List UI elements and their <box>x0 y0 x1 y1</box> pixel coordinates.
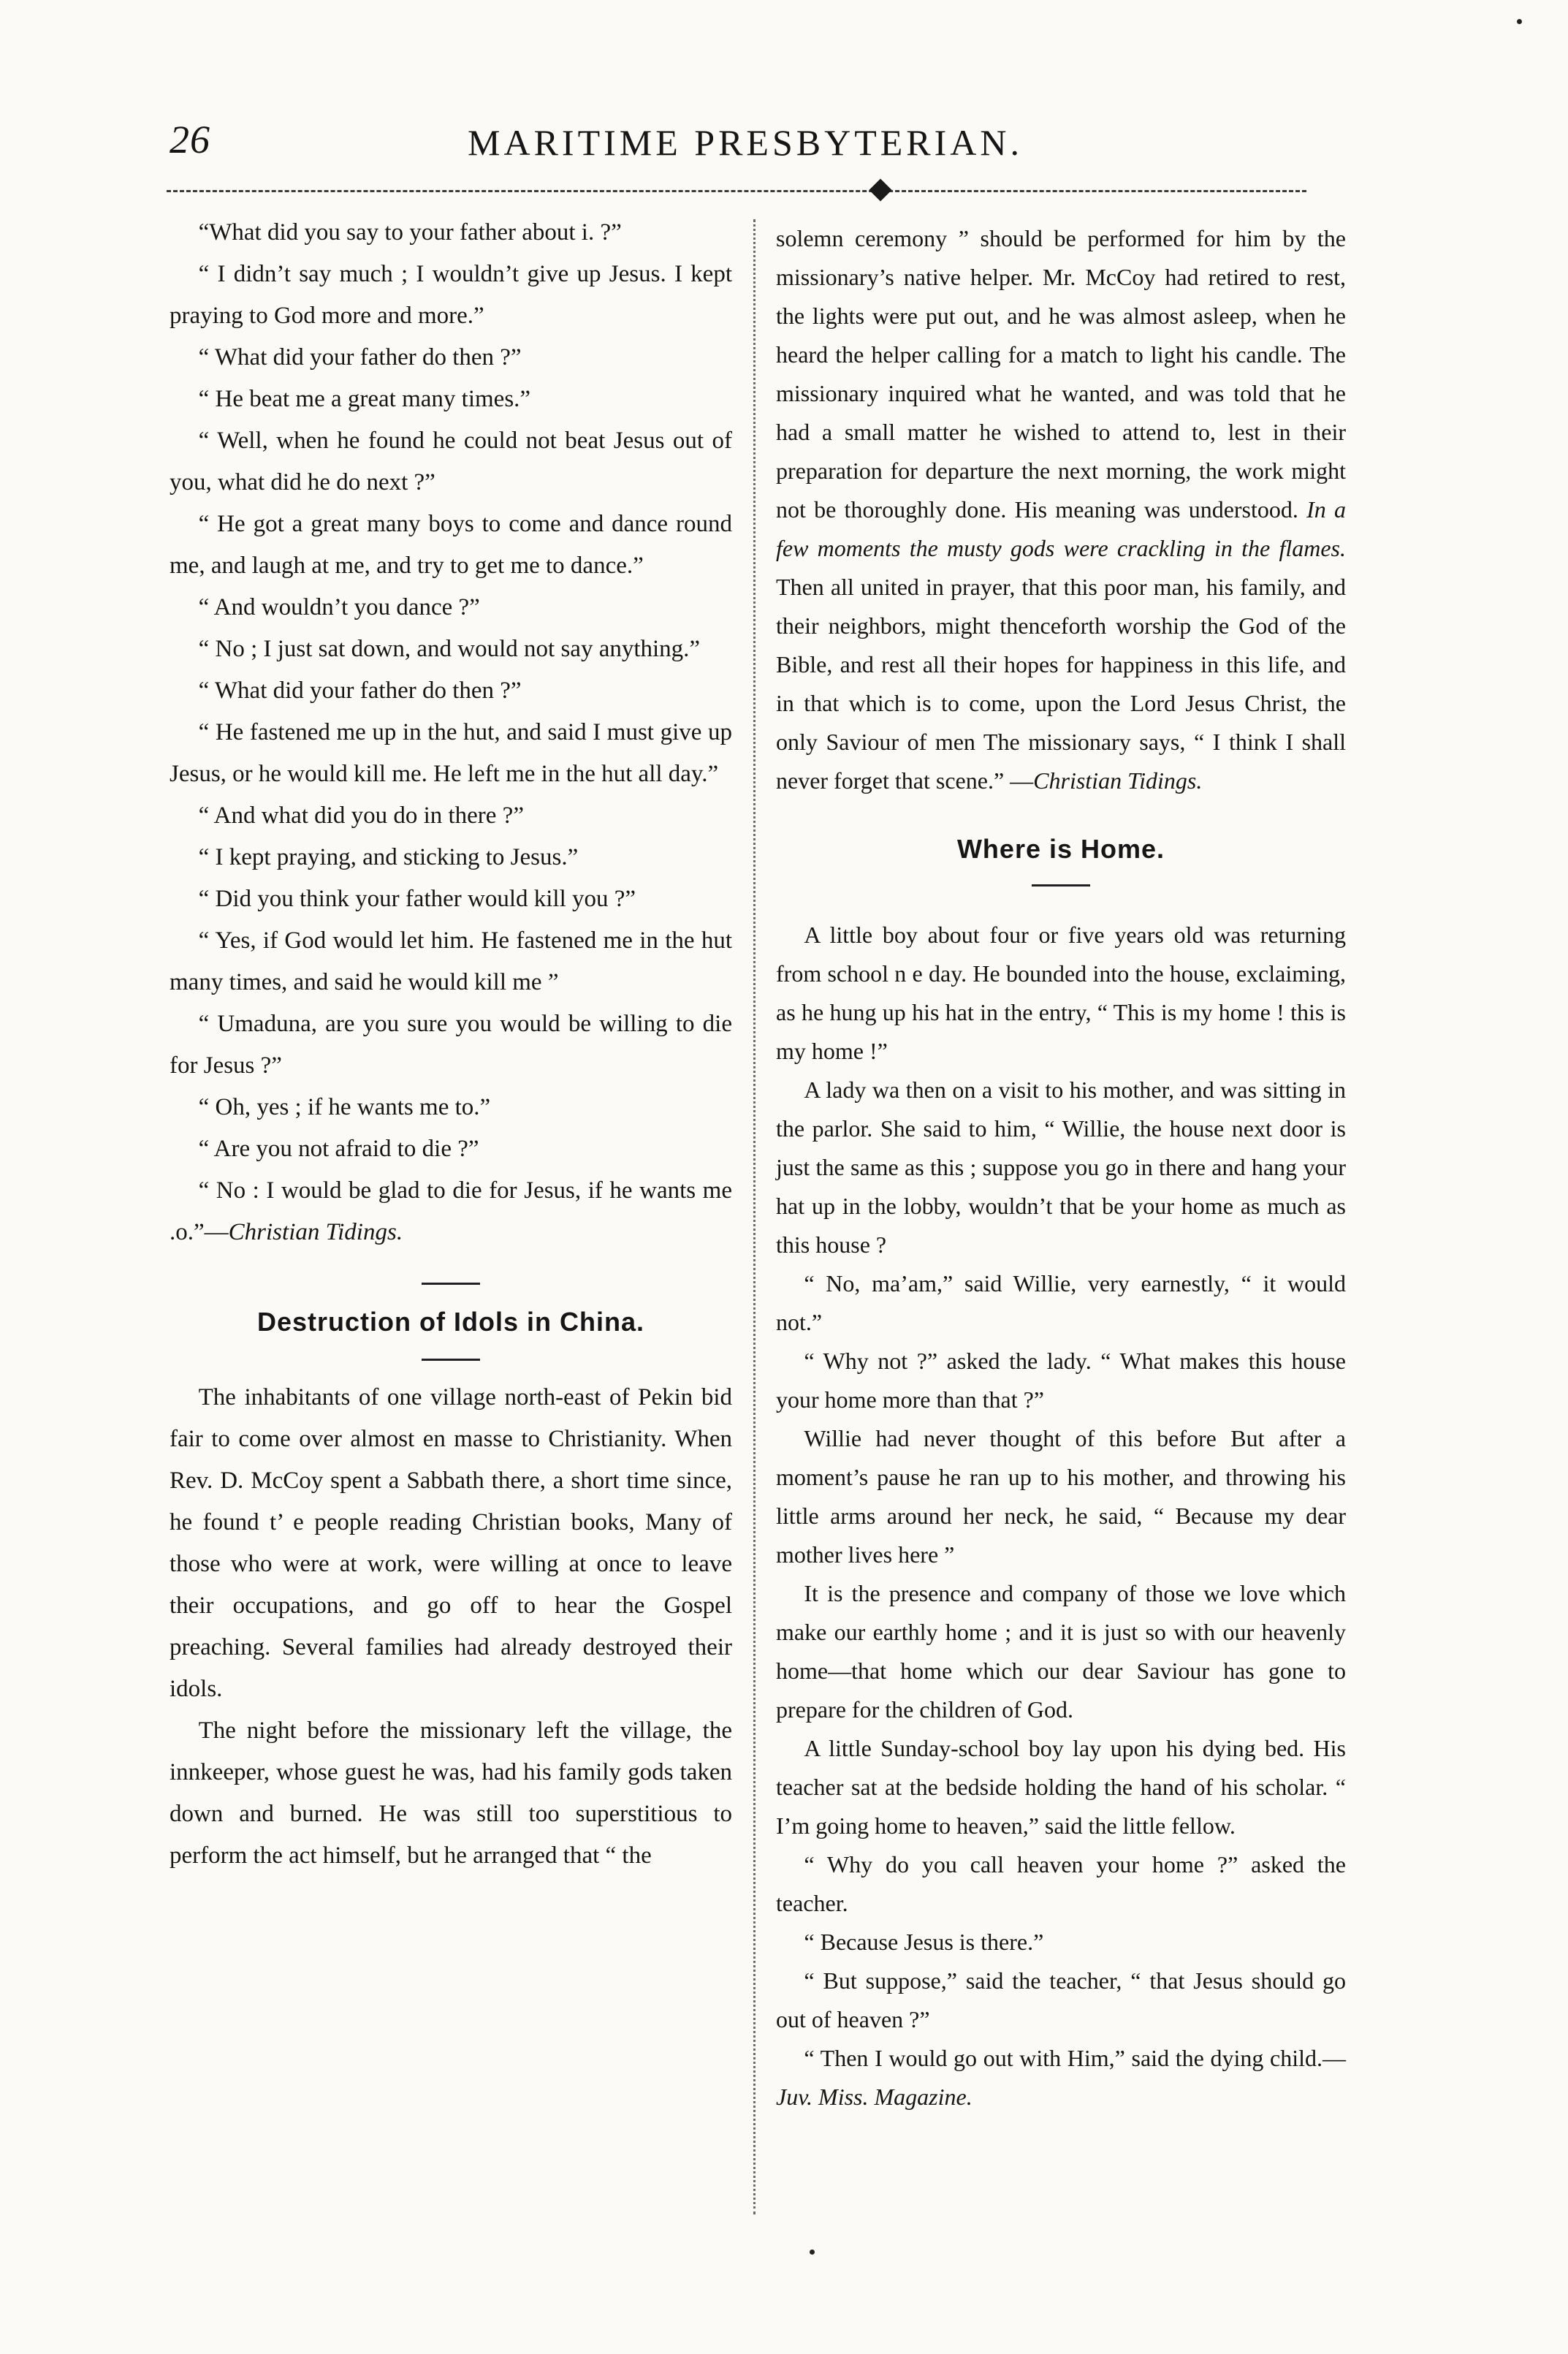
dialogue-line: “ Did you think your father would kill you ?” <box>198 886 636 912</box>
column-divider <box>753 219 756 2214</box>
dialogue-line: “What did you say to your father about i. ?” <box>198 219 622 246</box>
continued-paragraph <box>776 219 1346 800</box>
dialogue-line: “ And what did you do in there ?” <box>198 802 524 829</box>
page-number: 26 <box>170 118 210 162</box>
print-speck <box>1517 19 1522 24</box>
article-paragraph: The night before the missionary left the village, the innkeeper, whose guest he was, had his family gods taken down and burned. He was still too superstitious to perform the act himself, but he arranged that “ the <box>170 1717 732 1869</box>
dialogue-line: “ What did your father do then ?” <box>198 677 522 704</box>
dialogue-line: “ He fastened me up in the hut, and said I must give up Jesus, or he would kill me. He left me in the hut all day.” <box>170 719 732 787</box>
article-paragraph: The inhabitants of one village north-east of Pekin bid fair to come over almost en masse to Christianity. When Rev. D. McCoy spent a Sabbath there, a short time since, he found t’ e people reading Christian books, Many of those who were at work, were willing at once to leave their occupations, and go off to hear the Gospel preaching. Several families had already destroyed their idols. <box>170 1384 732 1702</box>
dialogue-line: “ No ; I just sat down, and would not say anything.” <box>198 636 701 662</box>
closing-text: “ Then I would go out with Him,” said the dying child.— <box>804 2045 1346 2071</box>
article-paragraph: “ No, ma’am,” said Willie, very earnestly, “ it would not.” <box>776 1270 1346 1335</box>
article-paragraph: “ Because Jesus is there.” <box>804 1929 1044 1955</box>
dialogue-line: “ Umaduna, are you sure you would be willing to die for Jesus ?” <box>170 1011 732 1079</box>
section-title-home: Where is Home. <box>956 834 1165 864</box>
dialogue-closing-line <box>170 1170 732 1253</box>
left-column <box>170 212 732 1877</box>
running-head-title: MARITIME PRESBYTERIAN. <box>468 122 1024 163</box>
article-paragraph: A little Sunday-school boy lay upon his dying bed. His teacher sat at the bedside holding the hand of his scholar. “ I’m going home to heaven,” said the little fellow. <box>776 1735 1346 1839</box>
article-credit: Juv. Miss. Magazine. <box>776 2084 973 2110</box>
dialogue-line: “ Are you not afraid to die ?” <box>198 1136 479 1162</box>
dialogue-last-line: “ No : I would be glad to die for Jesus, if he wants me .o.”— <box>170 1177 732 1245</box>
continued-text-end: Then all united in prayer, that this poor man, his family, and their neighbors, might thenceforth worship the God of the Bible, and rest all their hopes for happiness in this life, and in that which is to come, upon the Lord Jesus Christ, the only Saviour of men The missionary says, “ I think I shall never forget that scene.” — <box>776 574 1346 794</box>
print-speck <box>810 2249 815 2255</box>
continued-text: solemn ceremony ” should be performed for him by the missionary’s native helper. Mr. McCoy had retired to rest, the lights were put out, and he was almost asleep, when he heard the helper calling for a match to light his candle. The missionary inquired what he wanted, and was told that he had a small matter he wished to attend to, lest in their preparation for departure the next morning, the work might not be thoroughly done. His meaning was understood. <box>776 225 1346 523</box>
article-paragraph: A lady wa then on a visit to his mother, and was sitting in the parlor. She said to him, “ Willie, the house next door is just the same as this ; suppose you go in there and hang your hat up in the lobby, wouldn’t that be your home as much as this house ? <box>776 1077 1346 1258</box>
dialogue-line: “ I didn’t say much ; I wouldn’t give up Jesus. I kept praying to God more and more.” <box>170 261 732 329</box>
article-paragraph: Willie had never thought of this before But after a moment’s pause he ran up to his mother, and throwing his little arms around her neck, he said, “ Because my dear mother lives here ” <box>776 1425 1346 1568</box>
closing-paragraph <box>776 2039 1346 2116</box>
dialogue-line: “ I kept praying, and sticking to Jesus.” <box>198 844 579 870</box>
dialogue-line: “ He beat me a great many times.” <box>198 386 531 412</box>
article-paragraph: “ Why do you call heaven your home ?” asked the teacher. <box>776 1851 1346 1916</box>
header-ornament-icon <box>869 178 891 201</box>
dialogue-line: “ And wouldn’t you dance ?” <box>198 594 480 620</box>
dialogue-line: “ What did your father do then ?” <box>198 344 522 371</box>
right-column <box>776 219 1346 2116</box>
article-paragraph: “ Why not ?” asked the lady. “ What makes this house your home more than that ?” <box>776 1348 1346 1413</box>
article-paragraph: It is the presence and company of those we love which make our earthly home ; and it is just so with our heavenly home—that home which our dear Saviour has gone to prepare for the children of God. <box>776 1580 1346 1723</box>
article-credit: Christian Tidings. <box>1033 767 1203 794</box>
dialogue-line: “ Yes, if God would let him. He fastened me in the hut many times, and said he would kill me ” <box>170 927 732 995</box>
dialogue-line: “ He got a great many boys to come and dance round me, and laugh at me, and try to get me to dance.” <box>170 511 732 579</box>
continued-italic-text: In a few moments the musty gods were crackling in the flames. <box>776 496 1347 561</box>
section-title-china: Destruction of Idols in China. <box>256 1307 644 1337</box>
header-rule <box>167 190 1306 192</box>
article-paragraph: A little boy about four or five years old was returning from school n e day. He bounded into the house, exclaiming, as he hung up his hat in the entry, “ This is my home ! this is my home !” <box>776 922 1346 1064</box>
dialogue-line: “ Oh, yes ; if he wants me to.” <box>198 1094 491 1120</box>
article-paragraph: “ But suppose,” said the teacher, “ that Jesus should go out of heaven ?” <box>776 1967 1346 2032</box>
dialogue-line: “ Well, when he found he could not beat Jesus out of you, what did he do next ?” <box>170 428 732 496</box>
article-credit: Christian Tidings. <box>228 1219 403 1245</box>
